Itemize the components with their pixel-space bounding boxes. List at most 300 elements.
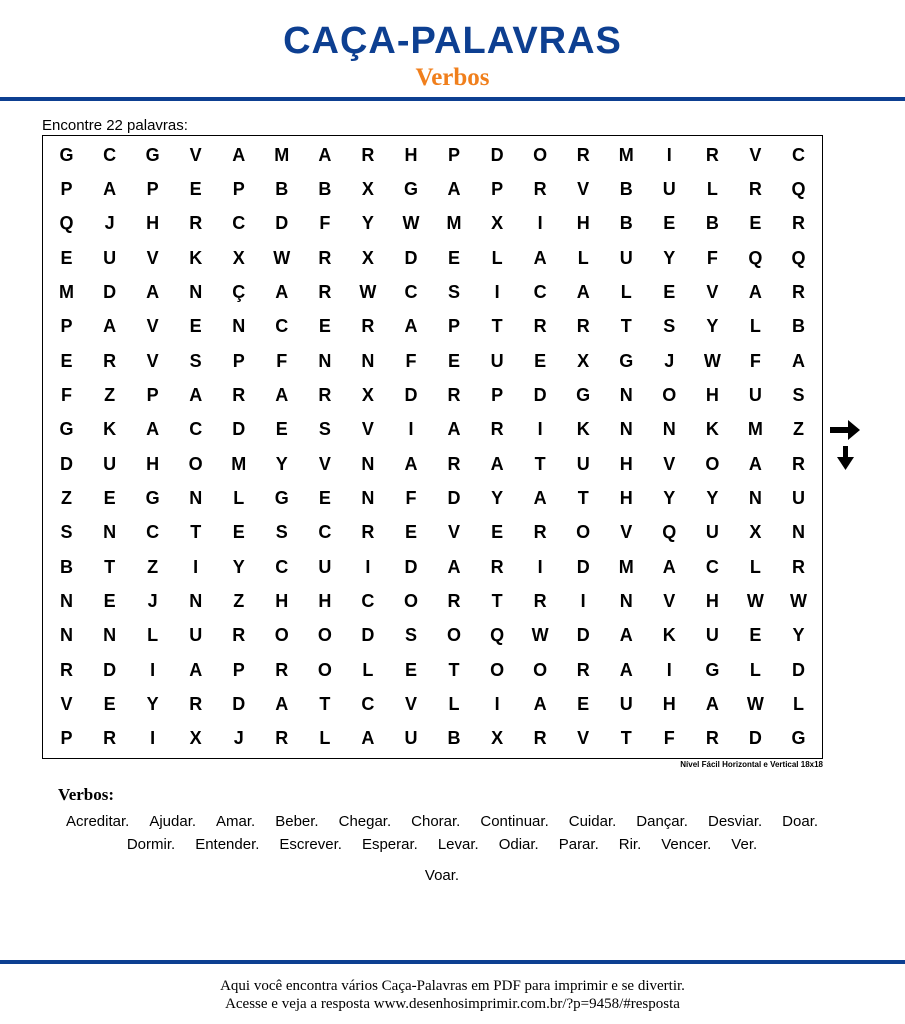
- grid-cell: G: [403, 178, 418, 199]
- grid-cell: C: [189, 419, 203, 440]
- grid-cell: Y: [275, 453, 288, 474]
- grid-cell: B: [60, 556, 74, 577]
- grid-cell: A: [748, 453, 762, 474]
- grid-cell: R: [533, 728, 547, 749]
- grid-cell: R: [705, 728, 719, 749]
- grid-cell: I: [494, 281, 500, 302]
- grid-cell: T: [491, 590, 503, 611]
- arrow-right-icon: [828, 417, 862, 443]
- grid-cell: J: [233, 728, 244, 749]
- grid-cell: U: [490, 350, 504, 371]
- grid-cell: A: [533, 247, 547, 268]
- grid-cell: A: [748, 281, 762, 302]
- grid-cell: P: [491, 178, 504, 199]
- grid-cell: R: [318, 384, 332, 405]
- grid-cell: N: [232, 316, 246, 337]
- top-divider: [0, 97, 905, 101]
- word-item: Rir.: [618, 836, 642, 853]
- grid-cell: R: [232, 384, 246, 405]
- grid-cell: A: [662, 556, 676, 577]
- grid-cell: T: [190, 522, 202, 543]
- grid-cell: E: [448, 247, 461, 268]
- grid-cell: N: [619, 419, 633, 440]
- grid-cell: M: [618, 144, 634, 165]
- bottom-divider: [0, 960, 905, 964]
- grid-cell: I: [537, 213, 543, 234]
- grid-cell: K: [705, 419, 719, 440]
- grid-cell: M: [231, 453, 247, 474]
- grid-cell: D: [404, 556, 418, 577]
- grid-cell: D: [103, 281, 117, 302]
- grid-cell: A: [275, 693, 289, 714]
- grid-cell: A: [318, 144, 332, 165]
- grid-cell: R: [791, 281, 805, 302]
- grid-cell: H: [576, 213, 590, 234]
- grid-cell: I: [408, 419, 414, 440]
- grid-cell: Y: [361, 213, 374, 234]
- grid-cell: C: [404, 281, 418, 302]
- grid-cell: U: [318, 556, 332, 577]
- word-item: Amar.: [216, 813, 256, 830]
- grid-cell: R: [361, 522, 375, 543]
- grid-cell: R: [103, 728, 117, 749]
- grid-cell: E: [232, 522, 245, 543]
- grid-cell: L: [362, 659, 374, 680]
- grid-cell: R: [60, 659, 74, 680]
- grid-cell: B: [791, 316, 805, 337]
- grid-cell: A: [275, 384, 289, 405]
- grid-cell: M: [274, 144, 290, 165]
- word-item: Chorar.: [411, 813, 461, 830]
- grid-cell: N: [318, 350, 332, 371]
- grid-cell: J: [147, 590, 158, 611]
- footer-line-2: Acesse e veja a resposta www.desenhosimprimir.com.br/?p=9458/#resposta: [225, 996, 680, 1012]
- grid-cell: L: [749, 316, 761, 337]
- grid-cell: A: [447, 556, 461, 577]
- grid-cell: P: [60, 728, 73, 749]
- grid-cell: U: [404, 728, 418, 749]
- grid-cell: S: [60, 522, 73, 543]
- grid-cell: E: [663, 281, 676, 302]
- grid-cell: E: [749, 625, 762, 646]
- grid-cell: I: [666, 659, 672, 680]
- word-item: Beber.: [275, 813, 319, 830]
- grid-cell: F: [405, 487, 417, 508]
- grid-cell: V: [706, 281, 719, 302]
- grid-cell: B: [318, 178, 332, 199]
- grid-cell: Q: [748, 247, 763, 268]
- grid-cell: C: [361, 693, 375, 714]
- grid-cell: T: [534, 453, 546, 474]
- grid-cell: N: [361, 350, 375, 371]
- grid-cell: I: [537, 556, 543, 577]
- grid-cell: E: [491, 522, 504, 543]
- grid-cell: V: [663, 590, 676, 611]
- grid-cell: A: [146, 281, 160, 302]
- grid-cell: F: [663, 728, 675, 749]
- grid-cell: A: [103, 178, 117, 199]
- word-search-grid: [42, 135, 823, 759]
- grid-cell: W: [789, 590, 807, 611]
- grid-cell: R: [533, 522, 547, 543]
- grid-cell: U: [662, 178, 676, 199]
- grid-cell: N: [361, 453, 375, 474]
- grid-cell: V: [577, 178, 590, 199]
- grid-cell: L: [792, 693, 804, 714]
- grid-cell: E: [404, 522, 417, 543]
- grid-cell: K: [189, 247, 203, 268]
- grid-cell: C: [361, 590, 375, 611]
- grid-cell: L: [749, 659, 761, 680]
- grid-cell: M: [446, 213, 462, 234]
- grid-cell: N: [189, 281, 203, 302]
- grid-cell: Y: [146, 693, 159, 714]
- grid-cell: H: [619, 487, 633, 508]
- grid-cell: Z: [61, 487, 73, 508]
- grid-cell: H: [146, 453, 160, 474]
- grid-cell: A: [447, 419, 461, 440]
- grid-cell: D: [232, 419, 246, 440]
- grid-cell: U: [103, 247, 117, 268]
- grid-cell: C: [705, 556, 719, 577]
- grid-cell: Y: [706, 487, 719, 508]
- grid-cell: I: [537, 419, 543, 440]
- grid-cell: G: [619, 350, 634, 371]
- grid-cell: D: [275, 213, 289, 234]
- grid-cell: A: [705, 693, 719, 714]
- grid-cell: Z: [792, 419, 804, 440]
- grid-cell: C: [103, 144, 117, 165]
- grid-cell: P: [146, 178, 159, 199]
- grid-cell: N: [619, 384, 633, 405]
- grid-cell: R: [361, 316, 375, 337]
- grid-cell: E: [318, 487, 331, 508]
- grid-cell: S: [404, 625, 417, 646]
- grid-cell: R: [318, 247, 332, 268]
- grid-cell: Y: [232, 556, 245, 577]
- grid-cell: O: [317, 625, 332, 646]
- grid-cell: D: [404, 384, 418, 405]
- grid-cell: N: [103, 625, 117, 646]
- grid-cell: G: [791, 728, 806, 749]
- grid-cell: Z: [233, 590, 245, 611]
- grid-cell: O: [490, 659, 505, 680]
- grid-cell: F: [405, 350, 417, 371]
- grid-cell: E: [577, 693, 590, 714]
- word-item: Dormir.: [126, 836, 176, 853]
- grid-cell: R: [576, 659, 590, 680]
- grid-cell: A: [791, 350, 805, 371]
- grid-cell: X: [361, 247, 374, 268]
- grid-cell: R: [361, 144, 375, 165]
- grid-cell: T: [491, 316, 503, 337]
- grid-cell: X: [491, 213, 504, 234]
- grid-cell: U: [748, 384, 762, 405]
- grid-cell: S: [448, 281, 461, 302]
- grid-cell: U: [619, 693, 633, 714]
- grid-cell: U: [189, 625, 203, 646]
- grid-cell: D: [490, 144, 504, 165]
- grid-cell: U: [705, 625, 719, 646]
- grid-cell: R: [490, 556, 504, 577]
- grid-cell: G: [705, 659, 720, 680]
- grid-cell: X: [749, 522, 762, 543]
- grid-cell: U: [619, 247, 633, 268]
- grid-cell: V: [404, 693, 417, 714]
- grid-cell: R: [533, 590, 547, 611]
- grid-cell: A: [619, 625, 633, 646]
- grid-cell: H: [619, 453, 633, 474]
- grid-cell: F: [319, 213, 331, 234]
- grid-cell: C: [533, 281, 547, 302]
- grid-cell: T: [577, 487, 589, 508]
- grid-cell: X: [577, 350, 590, 371]
- word-item: Voar.: [424, 867, 460, 884]
- grid-cell: E: [749, 213, 762, 234]
- grid-cell: R: [576, 144, 590, 165]
- grid-cell: N: [60, 590, 74, 611]
- grid-cell: P: [448, 144, 461, 165]
- grid-cell: P: [448, 316, 461, 337]
- grid-cell: H: [146, 213, 160, 234]
- grid-cell: O: [447, 625, 462, 646]
- grid-cell: T: [448, 659, 460, 680]
- grid-cell: B: [447, 728, 461, 749]
- grid-cell: V: [361, 419, 374, 440]
- grid-cell: J: [104, 213, 115, 234]
- word-item: Acreditar.: [65, 813, 130, 830]
- grid-cell: R: [533, 316, 547, 337]
- grid-cell: T: [620, 316, 632, 337]
- word-item: Continuar.: [480, 813, 549, 830]
- grid-cell: D: [447, 487, 461, 508]
- grid-cell: H: [705, 384, 719, 405]
- grid-cell: D: [576, 556, 590, 577]
- grid-cell: Y: [706, 316, 719, 337]
- grid-cell: F: [61, 384, 73, 405]
- word-item: Parar.: [558, 836, 599, 853]
- grid-cell: Q: [662, 522, 677, 543]
- grid-cell: K: [662, 625, 676, 646]
- grid-cell: Y: [792, 625, 805, 646]
- grid-cell: A: [189, 659, 203, 680]
- grid-cell: R: [275, 728, 289, 749]
- grid-cell: R: [576, 316, 590, 337]
- grid-cell: O: [533, 659, 548, 680]
- grid-cell: E: [534, 350, 547, 371]
- grid-cell: O: [403, 590, 418, 611]
- grid-cell: A: [576, 281, 590, 302]
- grid-cell: R: [705, 144, 719, 165]
- grid-cell: A: [275, 281, 289, 302]
- grid-cell: Y: [491, 487, 504, 508]
- word-list: [42, 812, 842, 885]
- grid-cell: N: [103, 522, 117, 543]
- word-item: Esperar.: [361, 836, 418, 853]
- grid-cell: X: [361, 178, 374, 199]
- grid-cell: A: [533, 487, 547, 508]
- grid-cell: Z: [147, 556, 159, 577]
- grid-cell: G: [576, 384, 591, 405]
- grid-cell: O: [274, 625, 289, 646]
- grid-cell: A: [361, 728, 375, 749]
- grid-cell: S: [275, 522, 288, 543]
- grid-cell: O: [705, 453, 720, 474]
- grid-cell: E: [448, 350, 461, 371]
- grid-cell: R: [447, 384, 461, 405]
- grid-cell: P: [60, 316, 73, 337]
- grid-cell: L: [233, 487, 245, 508]
- grid-cell: E: [60, 247, 73, 268]
- grid-cell: H: [662, 693, 676, 714]
- grid-cell: D: [60, 453, 74, 474]
- letter-grid: [43, 136, 822, 758]
- grid-cell: E: [663, 213, 676, 234]
- grid-cell: W: [402, 213, 420, 234]
- footer: [0, 977, 905, 1013]
- grid-cell: R: [533, 178, 547, 199]
- grid-cell: R: [318, 281, 332, 302]
- grid-cell: Z: [104, 384, 116, 405]
- grid-cell: S: [318, 419, 331, 440]
- grid-cell: O: [317, 659, 332, 680]
- grid-cell: N: [361, 487, 375, 508]
- word-item: Ajudar.: [149, 813, 197, 830]
- grid-cell: A: [146, 419, 160, 440]
- grid-cell: W: [703, 350, 721, 371]
- grid-cell: R: [748, 178, 762, 199]
- grid-cell: V: [60, 693, 73, 714]
- grid-cell: G: [59, 144, 74, 165]
- grid-cell: F: [749, 350, 761, 371]
- grid-cell: A: [619, 659, 633, 680]
- grid-cell: N: [748, 487, 762, 508]
- grid-cell: I: [193, 556, 199, 577]
- grid-cell: I: [365, 556, 371, 577]
- grid-cell: M: [59, 281, 75, 302]
- grid-cell: A: [103, 316, 117, 337]
- grid-cell: Y: [663, 487, 676, 508]
- grid-cell: Y: [663, 247, 676, 268]
- grid-cell: I: [494, 693, 500, 714]
- grid-cell: N: [60, 625, 74, 646]
- word-item: Ver.: [731, 836, 758, 853]
- arrow-down-icon: [828, 445, 862, 471]
- grid-cell: K: [576, 419, 590, 440]
- word-item: Dançar.: [636, 813, 688, 830]
- grid-cell: T: [104, 556, 116, 577]
- grid-cell: B: [275, 178, 289, 199]
- grid-cell: A: [189, 384, 203, 405]
- grid-cell: C: [275, 556, 289, 577]
- grid-cell: R: [447, 453, 461, 474]
- page-subtitle: Verbos: [415, 64, 490, 91]
- grid-cell: H: [705, 590, 719, 611]
- grid-cell: U: [791, 487, 805, 508]
- grid-cell: L: [448, 693, 460, 714]
- grid-cell: X: [232, 247, 245, 268]
- grid-cell: V: [749, 144, 762, 165]
- grid-cell: W: [359, 281, 377, 302]
- grid-cell: V: [620, 522, 633, 543]
- grid-cell: S: [792, 384, 805, 405]
- grid-cell: Q: [791, 247, 806, 268]
- grid-cell: R: [189, 213, 203, 234]
- grid-cell: R: [232, 625, 246, 646]
- word-item: Escrever.: [279, 836, 342, 853]
- grid-cell: U: [576, 453, 590, 474]
- grid-cell: R: [791, 453, 805, 474]
- grid-cell: Q: [490, 625, 505, 646]
- grid-cell: D: [103, 659, 117, 680]
- grid-cell: R: [103, 350, 117, 371]
- grid-cell: G: [59, 419, 74, 440]
- footer-line-1: Aqui você encontra vários Caça-Palavras em PDF para imprimir e se divertir.: [220, 978, 685, 994]
- grid-cell: R: [791, 556, 805, 577]
- grid-cell: A: [404, 316, 418, 337]
- grid-cell: N: [189, 487, 203, 508]
- word-item: Chegar.: [338, 813, 392, 830]
- grid-cell: O: [576, 522, 591, 543]
- grid-cell: D: [533, 384, 547, 405]
- grid-cell: O: [662, 384, 677, 405]
- grid-cell: W: [746, 693, 764, 714]
- grid-cell: N: [189, 590, 203, 611]
- grid-cell: V: [318, 453, 331, 474]
- grid-cell: V: [146, 316, 159, 337]
- grid-cell: A: [533, 693, 547, 714]
- grid-cell: P: [60, 178, 73, 199]
- grid-cell: V: [663, 453, 676, 474]
- grid-cell: E: [103, 487, 116, 508]
- grid-cell: C: [275, 316, 289, 337]
- grid-cell: L: [319, 728, 331, 749]
- grid-cell: R: [275, 659, 289, 680]
- grid-cell: D: [361, 625, 375, 646]
- grid-cell: G: [145, 144, 160, 165]
- grid-cell: A: [490, 453, 504, 474]
- word-item: Cuidar.: [568, 813, 617, 830]
- grid-cell: S: [189, 350, 202, 371]
- grid-cell: G: [274, 487, 289, 508]
- grid-cell: S: [663, 316, 676, 337]
- grid-cell: R: [791, 213, 805, 234]
- grid-cell: K: [103, 419, 117, 440]
- grid-cell: U: [705, 522, 719, 543]
- grid-cell: P: [491, 384, 504, 405]
- word-item: Odiar.: [498, 836, 539, 853]
- grid-cell: V: [146, 247, 159, 268]
- grid-cell: X: [189, 728, 202, 749]
- grid-cell: L: [147, 625, 159, 646]
- grid-cell: H: [404, 144, 418, 165]
- grid-cell: A: [404, 453, 418, 474]
- grid-cell: I: [580, 590, 586, 611]
- grid-cell: W: [273, 247, 291, 268]
- grid-cell: T: [319, 693, 331, 714]
- grid-cell: O: [533, 144, 548, 165]
- grid-cell: R: [490, 419, 504, 440]
- grid-cell: D: [404, 247, 418, 268]
- word-item: Levar.: [437, 836, 479, 853]
- grid-cell: V: [146, 350, 159, 371]
- difficulty-label: Nível Fácil Horizontal e Vertical 18x18: [680, 760, 823, 769]
- grid-cell: E: [189, 178, 202, 199]
- grid-cell: C: [791, 144, 805, 165]
- grid-cell: P: [146, 384, 159, 405]
- grid-cell: T: [620, 728, 632, 749]
- grid-cell: N: [619, 590, 633, 611]
